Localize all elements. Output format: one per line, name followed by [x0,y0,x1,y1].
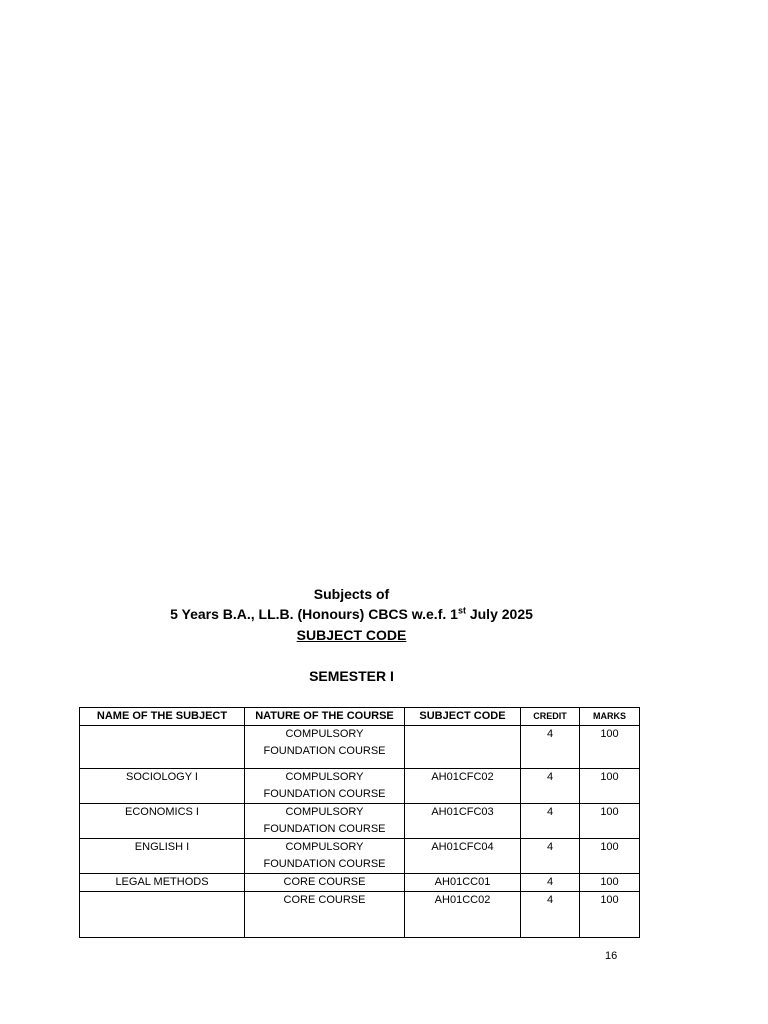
cell-credit: 4 [521,726,580,769]
table-row [80,839,640,874]
cell-subject-name: LEGAL METHODS [80,874,245,892]
cell-credit: 4 [521,874,580,892]
cell-subject-code [405,726,521,769]
cell-subject-code: AH01CFC03 [405,804,521,839]
cell-course-nature-line1: COMPULSORY [285,728,364,740]
cell-subject-code: AH01CFC02 [405,769,521,804]
heading-subject-code-text: SUBJECT CODE [296,627,407,643]
table-row [80,804,640,839]
column-header-nature: NATURE OF THE COURSE [245,708,405,726]
heading-programme-text: 5 Years B.A., LL.B. (Honours) CBCS w.e.f. 1 [170,606,458,622]
cell-course-nature: CORE COURSE [245,892,405,938]
cell-course-nature-line2: FOUNDATION COURSE [263,745,386,757]
heading-programme-date: July 2025 [465,606,533,622]
cell-credit: 4 [521,804,580,839]
heading-subject-code [0,625,703,645]
cell-course-nature-line1: COMPULSORY [285,841,364,853]
cell-credit: 4 [521,839,580,874]
cell-subject-name: SOCIOLOGY I [80,769,245,804]
cell-subject-code: AH01CFC04 [405,839,521,874]
cell-subject-name [80,892,245,938]
cell-course-nature [245,804,405,839]
heading-semester: SEMESTER I [309,668,394,684]
table-header-row [80,708,640,726]
column-header-name: NAME OF THE SUBJECT [80,708,245,726]
table-row [80,874,640,892]
cell-course-nature [245,769,405,804]
heading-programme [0,604,703,624]
cell-marks: 100 [580,892,640,938]
cell-credit: 4 [521,769,580,804]
cell-subject-name: ECONOMICS I [80,804,245,839]
cell-course-nature-line1: COMPULSORY [285,771,364,783]
subjects-table [79,707,640,938]
cell-course-nature [245,726,405,769]
heading-ordinal-suffix: st [457,605,466,616]
cell-subject-code: AH01CC02 [405,892,521,938]
cell-marks: 100 [580,874,640,892]
cell-marks: 100 [580,804,640,839]
cell-course-nature [245,839,405,874]
cell-subject-code: AH01CC01 [405,874,521,892]
cell-course-nature-line2: FOUNDATION COURSE [263,858,386,870]
table-row [80,726,640,769]
cell-credit: 4 [521,892,580,938]
cell-course-nature-line1: COMPULSORY [285,806,364,818]
table-row [80,769,640,804]
cell-marks: 100 [580,769,640,804]
column-header-credit: CREDIT [521,708,580,726]
table-row [80,892,640,938]
heading-subjects-of: Subjects of [313,586,390,602]
column-header-marks: MARKS [580,708,640,726]
cell-course-nature: CORE COURSE [245,874,405,892]
cell-subject-name [80,726,245,769]
page-number: 16 [605,950,618,962]
cell-course-nature-line2: FOUNDATION COURSE [263,788,386,800]
column-header-code: SUBJECT CODE [405,708,521,726]
cell-marks: 100 [580,839,640,874]
cell-marks: 100 [580,726,640,769]
cell-subject-name: ENGLISH I [80,839,245,874]
cell-course-nature-line2: FOUNDATION COURSE [263,823,386,835]
